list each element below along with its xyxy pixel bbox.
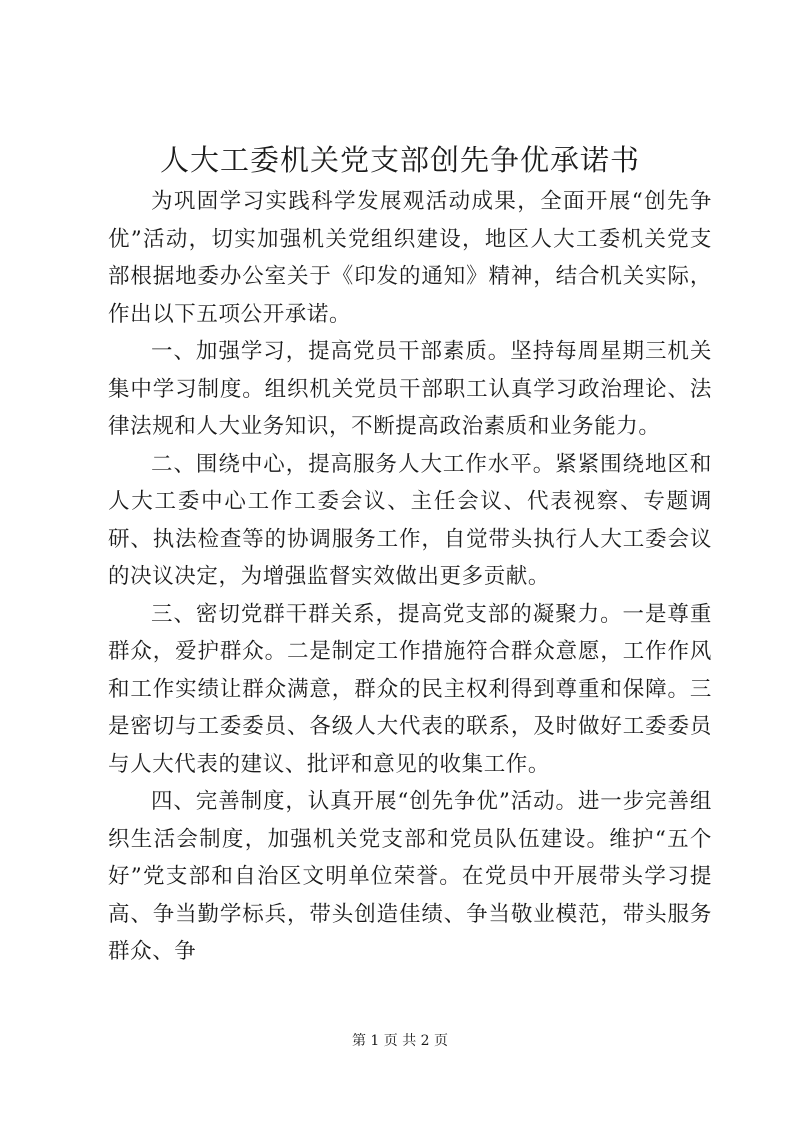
- paragraph-intro: 为巩固学习实践科学发展观活动成果，全面开展“创先争优”活动，切实加强机关党组织建设，地区人大工委机关党支部根据地委办公室关于《印发的通知》精神，结合机关实际，作出以下五项公开承诺。: [108, 189, 712, 327]
- page-number-footer: 第 1 页 共 2 页: [351, 1033, 449, 1049]
- document-body: [108, 183, 712, 971]
- document-title: 人大工委机关党支部创先争优承诺书: [159, 143, 640, 177]
- paragraph-item-1: 一、加强学习，提高党员干部素质。坚持每周星期三机关集中学习制度。组织机关党员干部职工认真学习政治理论、法律法规和人大业务知识，不断提高政治素质和业务能力。: [108, 339, 712, 439]
- paragraph-item-2: 二、围绕中心，提高服务人大工作水平。紧紧围绕地区和人大工委中心工作工委会议、主任会议、代表视察、专题调研、执法检查等的协调服务工作，自觉带头执行人大工委会议的决议决定，为增强监督实效做出更多贡献。: [108, 451, 712, 589]
- paragraph-item-3: 三、密切党群干群关系，提高党支部的凝聚力。一是尊重群众，爱护群众。二是制定工作措施符合群众意愿，工作作风和工作实绩让群众满意，群众的民主权利得到尊重和保障。三是密切与工委委员、各级人大代表的联系，及时做好工委委员与人大代表的建议、批评和意见的收集工作。: [108, 601, 712, 777]
- paragraph-item-4: 四、完善制度，认真开展“创先争优”活动。进一步完善组织生活会制度，加强机关党支部和党员队伍建设。维护“五个好”党支部和自治区文明单位荣誉。在党员中开展带头学习提高、争当勤学标兵，带头创造佳绩、争当敬业模范，带头服务群众、争: [108, 789, 712, 964]
